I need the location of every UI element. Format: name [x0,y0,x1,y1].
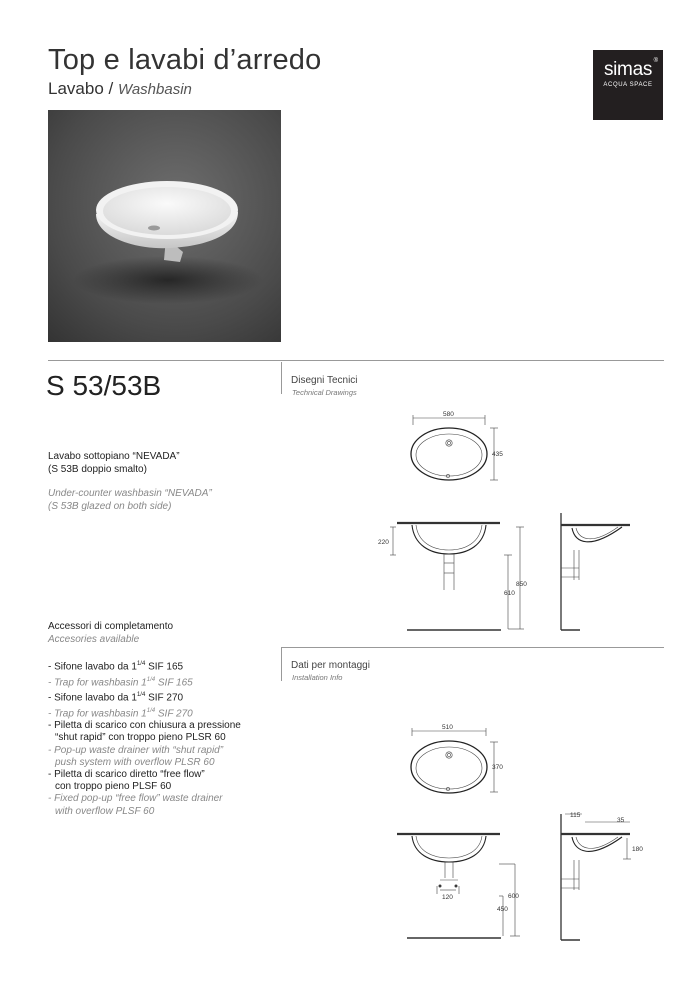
dim-depth-label: 435 [492,451,503,458]
accessory-text-cont: with overflow PLSF 60 [55,805,155,817]
subtitle-separator: / [103,79,118,98]
product-photo [48,110,281,342]
subtitle-en: Washbasin [117,81,192,98]
inst-drain-x-label: 120 [442,894,453,901]
description-it-line1: Lavabo sottopiano “NEVADA” [48,451,180,462]
dim-drain-label: 610 [504,590,515,597]
accessory-item [48,769,278,793]
accessory-item [48,689,278,705]
drawings-subheading: Technical Drawings [292,388,357,397]
drawings-heading: Disegni Tecnici [291,375,358,386]
description-en-line2: (S 53B glazed on both side) [48,501,172,512]
accessory-text-cont: “shut rapid” con troppo pieno PLSR 60 [55,732,226,744]
install-dimension-labels [442,724,643,913]
accessory-text-cont: push system with overflow PLSR 60 [55,756,215,768]
inst-gap-label: 35 [617,817,625,824]
description-it-line2: (S 53B doppio smalto) [48,464,147,475]
product-code: S 53/53B [46,370,162,401]
accessory-item-translation [48,745,278,769]
accessory-fraction: 1/4 [146,707,156,714]
accessory-text-cont: con troppo pieno PLSF 60 [55,781,172,793]
accessory-fraction: 1/4 [146,676,156,683]
page-subtitle [48,79,192,99]
accessories-header [48,620,173,646]
logo-word: simas [603,59,653,80]
accessory-text: - Piletta di scarico con chiusura a pressione [48,720,241,732]
accessory-fraction: 1/4 [136,661,146,667]
dim-width-label: 580 [443,411,454,418]
accessory-item-translation [48,793,278,817]
page-title: Top e lavabi d’arredo [48,44,322,76]
accessory-text: - Pop-up waste drainer with “shut rapid” [48,744,224,756]
logo-tagline: ACQUA SPACE [603,82,653,88]
inst-wall-label: 115 [570,812,581,819]
install-subheading: Installation Info [292,673,343,682]
accessory-text: - Fixed pop-up “free flow” waste drainer [48,793,223,805]
inst-depth-label: 370 [492,764,503,771]
dim-floor-label: 850 [516,581,527,588]
dimension-labels [378,411,527,597]
product-description [48,450,278,513]
install-heading: Dati per montaggi [291,660,370,671]
inst-drain-label: 450 [497,906,508,913]
washbasin-photo-image [48,110,281,342]
section-divider-install [281,647,664,648]
accessory-text: - Trap for washbasin 1 [48,676,147,688]
accessory-item-translation [48,705,278,721]
accessory-code: SIF 270 [145,692,184,704]
accessory-code: SIF 270 [155,707,193,719]
installation-drawings [360,718,665,943]
subtitle-it: Lavabo [48,79,104,98]
accessories-subtitle: Accesories available [48,634,140,645]
accessory-text: - Sifone lavabo da 1 [48,661,137,673]
accessories-title: Accessori di completamento [48,621,174,632]
description-en-line1: Under-counter washbasin “NEVADA” [48,488,212,499]
accessory-text: - Sifone lavabo da 1 [48,692,137,704]
accessory-code: SIF 165 [155,676,193,688]
accessory-text: - Trap for washbasin 1 [48,707,147,719]
technical-drawings [360,405,665,635]
inst-floor-label: 600 [508,893,519,900]
inst-height-label: 180 [632,846,643,853]
accessory-item [48,658,278,674]
accessory-text: - Piletta di scarico diretto “free flow” [48,768,205,780]
accessories-list [48,658,278,818]
inst-width-label: 510 [442,724,453,731]
dim-height-label: 220 [378,539,389,546]
accessory-fraction: 1/4 [136,692,146,699]
section-divider-top [48,360,664,361]
brand-logo [593,50,663,120]
accessory-item-translation [48,674,278,690]
logo-registered-mark: ® [653,58,658,64]
accessory-item [48,720,278,744]
section-divider-install-vertical [281,648,282,681]
section-divider-vertical [281,362,282,394]
accessory-code: SIF 165 [145,661,184,673]
